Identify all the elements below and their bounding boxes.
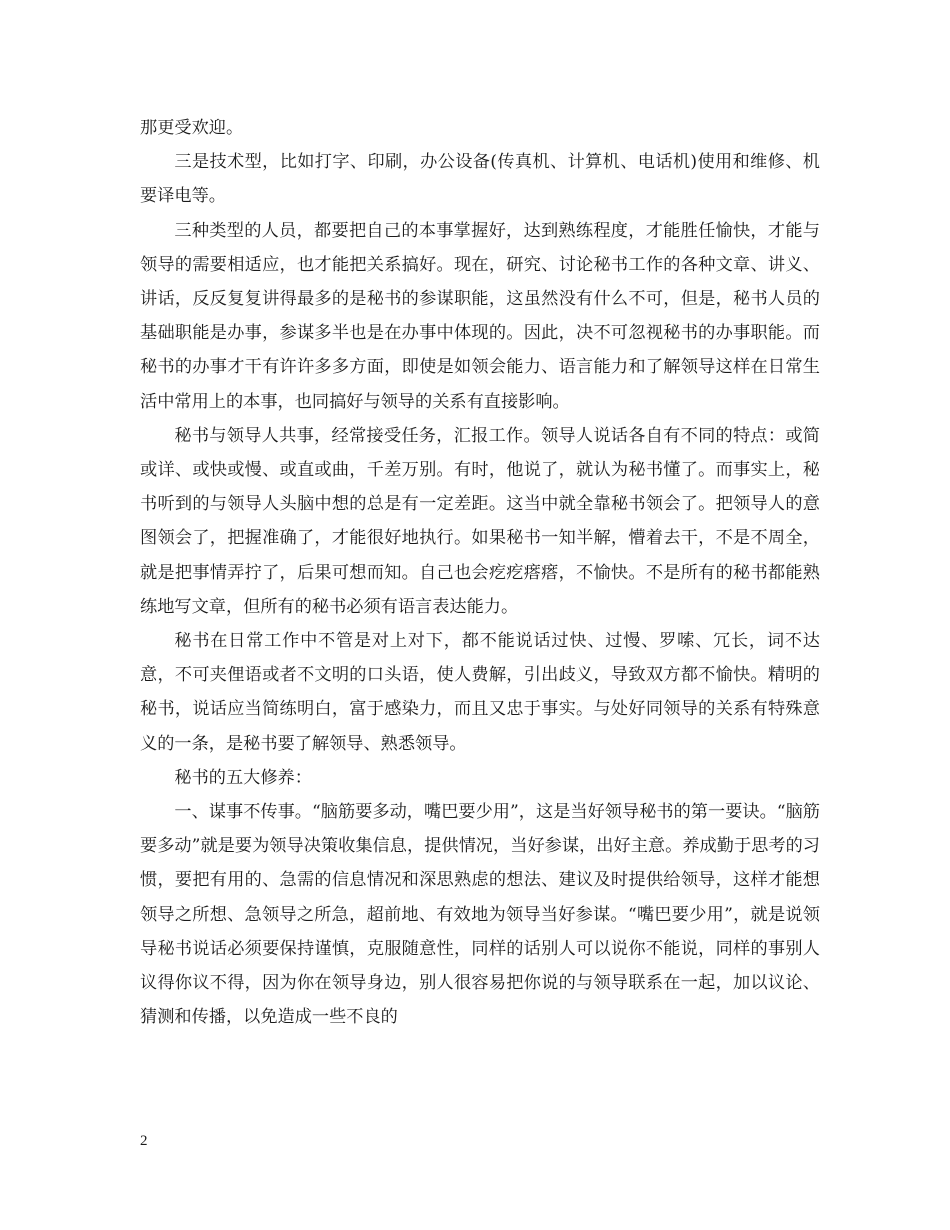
paragraph-speaking-manner: 秘书在日常工作中不管是对上对下，都不能说话过快、过慢、罗嗦、冗长，词不达意，不可夹俚语或者不文明的口头语，使人费解，引出歧义，导致双方都不愉快。精明的秘书，说话应当简练明白，富于感染力，而且又忠于事实。与处好同领导的关系有特殊意义的一条，是秘书要了解领导、熟悉领导。 (140, 631, 820, 754)
paragraph-technical-type: 三是技术型，比如打字、印刷，办公设备(传真机、计算机、电话机)使用和维修、机要译电等。 (140, 152, 820, 207)
page-number: 2 (140, 1133, 148, 1149)
body-text (140, 111, 820, 1034)
paragraph-continuation: 那更受欢迎。 (140, 118, 244, 138)
paragraph-working-with-leaders: 秘书与领导人共事，经常接受任务，汇报工作。领导人说话各自有不同的特点：或简或详、或快或慢、或直或曲，千差万别。有时，他说了，就认为秘书懂了。而事实上，秘书听到的与领导人头脑中想的总是有一定差距。这当中就全靠秘书领会了。把领导人的意图领会了，把握准确了，才能很好地执行。如果秘书一知半解，懵着去干，不是不周全，就是把事情弄拧了，后果可想而知。自己也会疙疙瘩瘩，不愉快。不是所有的秘书都能熟练地写文章，但所有的秘书必须有语言表达能力。 (140, 425, 820, 617)
section-heading-five-qualities: 秘书的五大修养： (174, 767, 312, 788)
paragraph-quality-one: 一、谋事不传事。“脑筋要多动，嘴巴要少用”，这是当好领导秘书的第一要诀。“脑筋要多动”就是要为领导决策收集信息，提供情况，当好参谋，出好主意。养成勤于思考的习惯，要把有用的、急需的信息情况和深思熟虑的想法、建议及时提供给领导，这样才能想领导之所想、急领导之所急，超前地、有效地为领导当好参谋。“嘴巴要少用”，就是说领导秘书说话必须要保持谨慎，克服随意性，同样的话别人可以说你不能说，同样的事别人议得你议不得，因为你在领导身边，别人很容易把你说的与领导联系在一起，加以议论、猜测和传播，以免造成一些不良的 (140, 802, 820, 1028)
paragraph-three-types: 三种类型的人员，都要把自己的本事掌握好，达到熟练程度，才能胜任愉快，才能与领导的需要相适应，也才能把关系搞好。现在，研究、讨论秘书工作的各种文章、讲义、讲话，反反复复讲得最多的是秘书的参谋职能，这虽然没有什么不可，但是，秘书人员的基础职能是办事，参谋多半也是在办事中体现的。因此，决不可忽视秘书的办事职能。而秘书的办事才干有许许多多方面，即使是如领会能力、语言能力和了解领导这样在日常生活中常用上的本事，也同搞好与领导的关系有直接影响。 (140, 220, 820, 412)
